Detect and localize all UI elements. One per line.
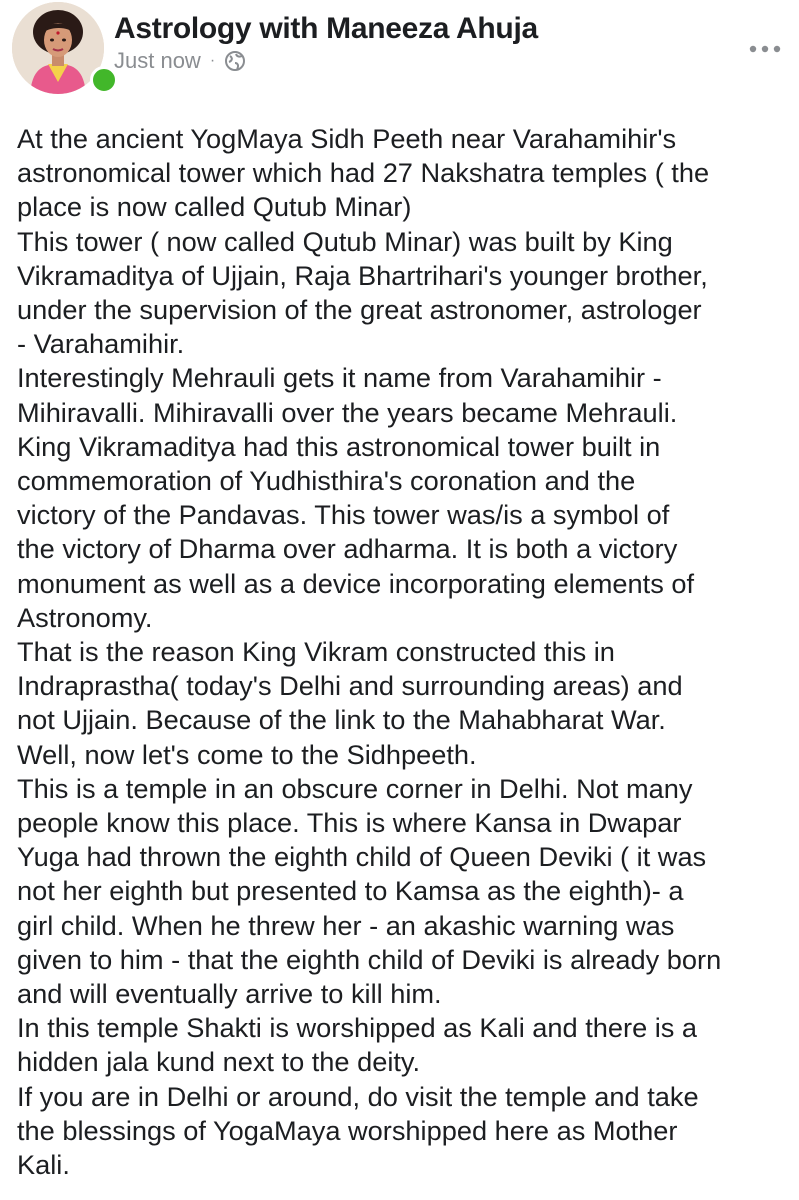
post-text-line: astronomical tower which had 27 Nakshatra temples ( the [17,157,710,189]
post-text-line: This tower ( now called Qutub Minar) was built by King [17,225,673,257]
post-text-line: Mihiravalli. Mihiravalli over the years became Mehrauli. [17,396,678,428]
post-text-line: That is the reason King Vikram constructed this in [17,636,615,668]
post-text-line: King Vikramaditya had this astronomical tower built in [17,430,661,462]
post-meta [114,48,246,74]
post-text [17,122,789,1182]
post-text-line: the victory of Dharma over adharma. It is both a victory [17,533,678,565]
post-text-line: This is a temple in an obscure corner in Delhi. Not many [17,772,693,804]
post-text-line: - Varahamihir. [17,328,185,360]
globe-icon[interactable] [224,50,246,72]
post-text-line: people know this place. This is where Kansa in Dwapar [17,807,682,839]
meta-separator: · [209,52,216,69]
post-text-line: Interestingly Mehrauli gets it name from Varahamihir - [17,362,662,394]
post-text-line: place is now called Qutub Minar) [17,191,412,223]
page-name[interactable]: Astrology with Maneeza Ahuja [114,12,538,45]
post-text-line: the blessings of YogaMaya worshipped here as Mother [17,1114,678,1146]
avatar[interactable] [12,2,104,94]
post-text-line: given to him - that the eighth child of Deviki is already born [17,943,722,975]
post-text-line: Kali. [17,1149,70,1181]
post-text-line: Astronomy. [17,601,153,633]
post-text-line: Well, now let's come to the Sidhpeeth. [17,738,477,770]
post-text-line: not Ujjain. Because of the link to the Mahabharat War. [17,704,666,736]
reaction-icon[interactable] [22,1192,64,1200]
post-text-line: monument as well as a device incorporating elements of [17,567,695,599]
post-text-line: commemoration of Yudhisthira's coronation and the [17,465,636,497]
more-options-icon[interactable] [748,30,782,61]
post-text-line: Indraprastha( today's Delhi and surrounding areas) and [17,670,683,702]
post-text-line: and will eventually arrive to kill him. [17,978,442,1010]
post-text-line: In this temple Shakti is worshipped as Kali and there is a [17,1012,698,1044]
post-text-line: not her eighth but presented to Kamsa as the eighth)- a [17,875,684,907]
post-text-line: under the supervision of the great astronomer, astrologer [17,294,702,326]
post-text-line: Yuga had thrown the eighth child of Queen Deviki ( it was [17,841,707,873]
post-text-line: Vikramaditya of Ujjain, Raja Bhartrihari's younger brother, [17,259,708,291]
post-text-line: At the ancient YogMaya Sidh Peeth near Varahamihir's [17,123,677,154]
post-text-line: If you are in Delhi or around, do visit the temple and take [17,1080,699,1112]
post-timestamp[interactable]: Just now [114,48,201,73]
post-text-line: hidden jala kund next to the deity. [17,1046,421,1078]
post-text-line: victory of the Pandavas. This tower was/is a symbol of [17,499,670,531]
post-header [0,0,799,100]
post-text-line: girl child. When he threw her - an akashic warning was [17,909,675,941]
